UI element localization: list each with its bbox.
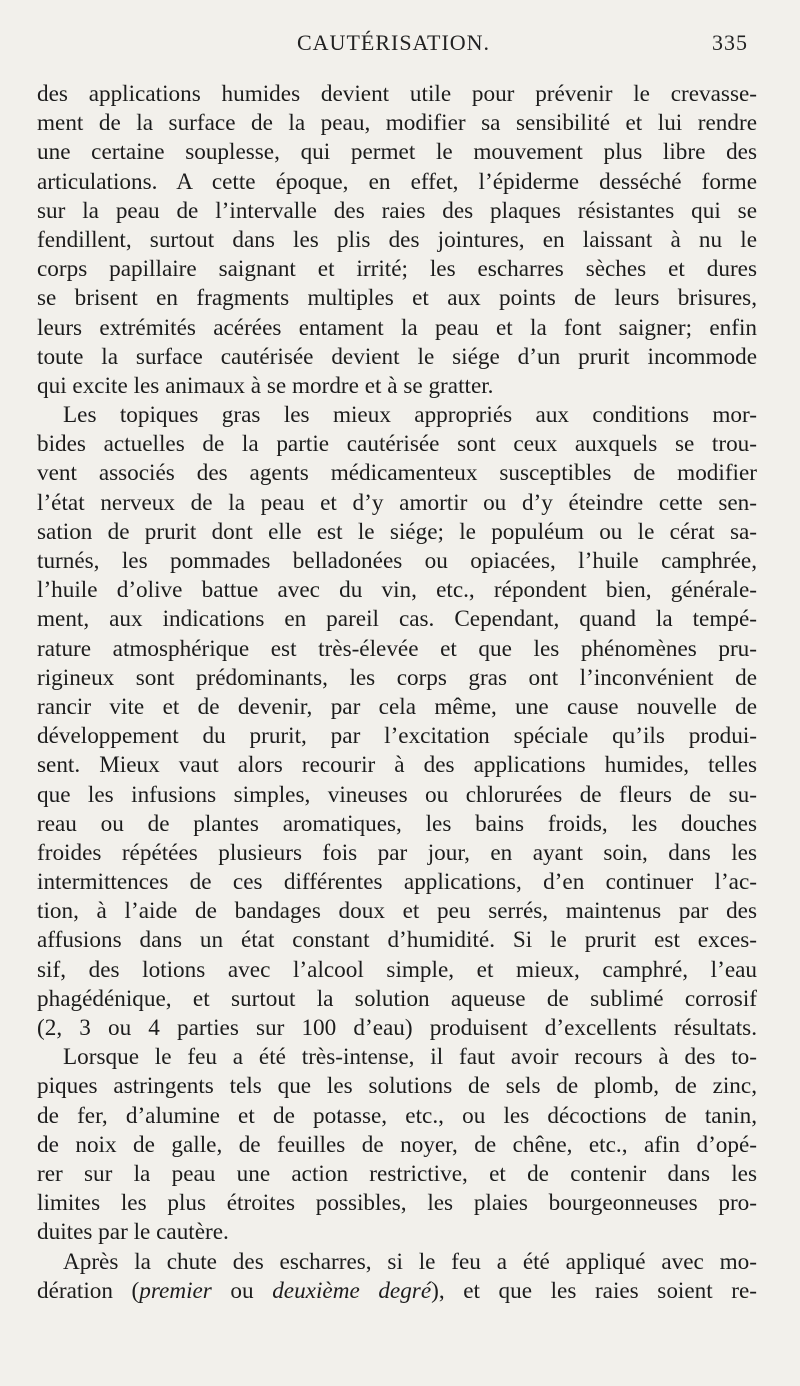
text-line: rancir vite et de devenir, par cela même, une cause nouvelle de (37, 693, 757, 720)
text-span: ou (211, 1277, 273, 1304)
text-line: bides actuelles de la partie cautérisée sont ceux auxquels se trou- (37, 431, 757, 458)
text-line: corps papillaire saignant et irrité; les escharres sèches et dures (37, 256, 757, 283)
text-line: toute la surface cautérisée devient le siége d’un prurit incommode (37, 343, 757, 370)
paragraph-2 (37, 401, 757, 1043)
text-line: leurs extrémités acérées entament la peau et la font saigner; enfin (37, 314, 757, 341)
text-line: développement du prurit, par l’excitation spéciale qu’ils produi- (37, 723, 757, 750)
text-line: rigineux sont prédominants, les corps gras ont l’inconvénient de (37, 664, 757, 691)
text-line: Après la chute des escharres, si le feu a été appliqué avec mo- (63, 1248, 757, 1275)
text-line: de fer, d’alumine et de potasse, etc., ou les décoctions de tanin, (37, 1102, 757, 1129)
text-line: de noix de galle, de feuilles de noyer, de chêne, etc., afin d’opé- (37, 1131, 757, 1158)
text-line: sation de prurit dont elle est le siége; le populéum ou le cérat sa- (37, 518, 757, 545)
text-line: Lorsque le feu a été très-intense, il faut avoir recours à des to- (63, 1044, 757, 1071)
text-line: articulations. A cette époque, en effet, l’épiderme desséché forme (37, 168, 757, 195)
text-line: qui excite les animaux à se mordre et à se gratter. (37, 372, 494, 399)
text-line: duites par le cautère. (37, 1219, 229, 1246)
text-line: Les topiques gras les mieux appropriés aux conditions mor- (63, 402, 757, 429)
text-line: que les infusions simples, vineuses ou chlorurées de fleurs de su- (37, 781, 757, 808)
paragraph-1 (37, 80, 757, 401)
text-span: ), et que les raies soient re- (431, 1277, 757, 1304)
text-line: rature atmosphérique est très-élevée et que les phénomènes pru- (37, 635, 757, 662)
text-line: l’huile d’olive battue avec du vin, etc., répondent bien, générale- (37, 577, 757, 604)
text-line: une certaine souplesse, qui permet le mouvement plus libre des (37, 139, 757, 166)
text-line: ment de la surface de la peau, modifier sa sensibilité et lui rendre (37, 110, 757, 137)
text-line: limites les plus étroites possibles, les plaies bourgeonneuses pro- (37, 1190, 757, 1217)
text-line: l’état nerveux de la peau et d’y amortir ou d’y éteindre cette sen- (37, 489, 757, 516)
page-number: 335 (712, 30, 748, 55)
text-line: ment, aux indications en pareil cas. Cependant, quand la tempé- (37, 606, 757, 633)
text-line: reau ou de plantes aromatiques, les bains froids, les douches (37, 810, 757, 837)
text-line: affusions dans un état constant d’humidité. Si le prurit est exces- (37, 927, 757, 954)
text-line: froides répétées plusieurs fois par jour, en ayant soin, dans les (37, 839, 757, 866)
paragraph-3 (37, 1043, 757, 1247)
text-line: (2, 3 ou 4 parties sur 100 d’eau) produisent d’excellents résultats. (37, 1015, 757, 1041)
text-line: intermittences de ces différentes applications, d’en continuer l’ac- (37, 869, 757, 896)
text-line: se brisent en fragments multiples et aux points de leurs brisures, (37, 285, 757, 312)
text-line: vent associés des agents médicamenteux susceptibles de modifier (37, 460, 757, 487)
paragraph-4 (37, 1248, 757, 1306)
text-span: dération ( (37, 1277, 140, 1304)
text-line: piques astringents tels que les solutions de sels de plomb, de zinc, (37, 1073, 757, 1100)
text-line: phagédénique, et surtout la solution aqueuse de sublimé corrosif (37, 985, 757, 1012)
text-line: sent. Mieux vaut alors recourir à des applications humides, telles (37, 752, 757, 779)
text-line: des applications humides devient utile pour prévenir le crevasse- (37, 81, 757, 107)
text-line-mixed (37, 1277, 757, 1306)
text-line: sur la peau de l’intervalle des raies des plaques résistantes qui se (37, 197, 757, 224)
running-head (0, 30, 800, 62)
text-line: tion, à l’aide de bandages doux et peu serrés, maintenus par des (37, 898, 757, 925)
text-line: fendillent, surtout dans les plis des jointures, en laissant à nu le (37, 226, 757, 253)
running-title: CAUTÉRISATION. (297, 30, 491, 55)
text-line: turnés, les pommades belladonées ou opiacées, l’huile camphrée, (37, 548, 757, 574)
italic-term: premier (139, 1277, 212, 1304)
text-line: rer sur la peau une action restrictive, et de contenir dans les (37, 1160, 757, 1187)
text-line: sif, des lotions avec l’alcool simple, et mieux, camphré, l’eau (37, 956, 757, 983)
italic-term: deuxième degré (272, 1277, 432, 1304)
body-text (37, 80, 757, 1306)
